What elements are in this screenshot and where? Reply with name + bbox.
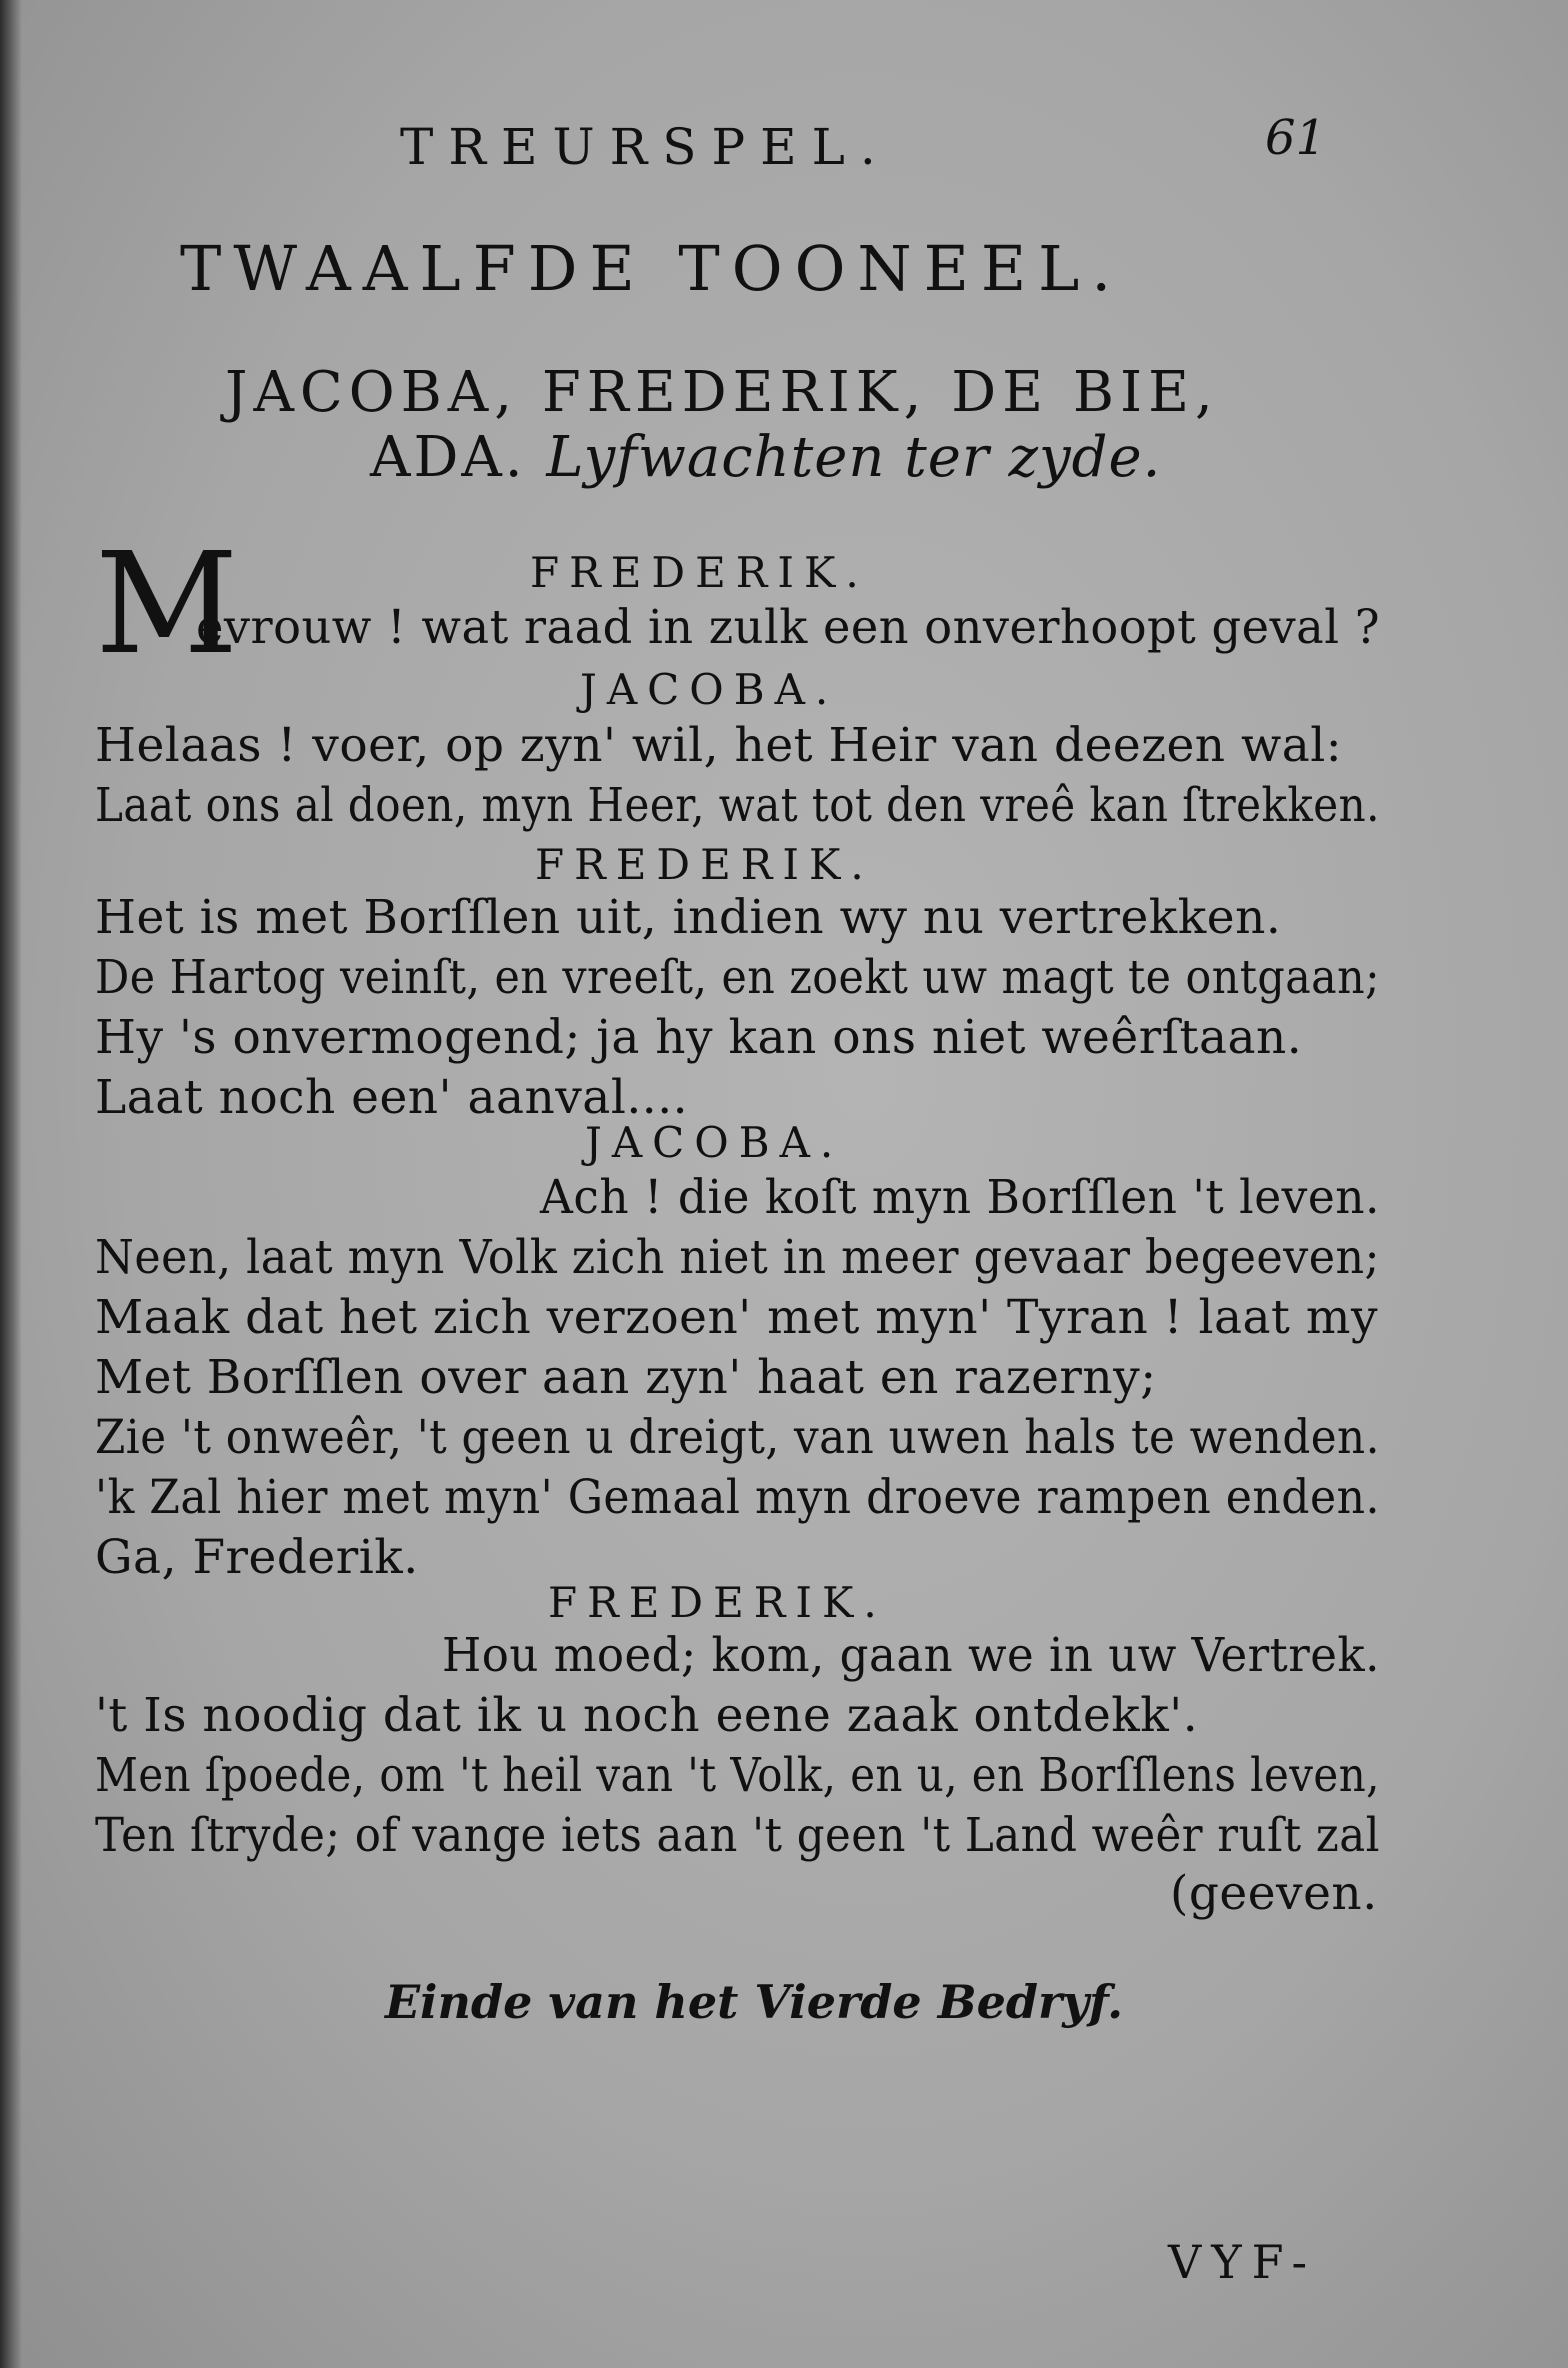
- verse-line: Maak dat het zich verzoen' met myn' Tyran ! laat my: [95, 1290, 1379, 1345]
- drop-capital: M: [95, 523, 239, 686]
- verse-line: 't Is noodig dat ik u noch eene zaak ontdekk'.: [95, 1688, 1199, 1743]
- verse-line: Ten ſtryde; of vange iets aan 't geen 't Land weêr ruſt zal: [95, 1808, 1380, 1863]
- speaker-label: FREDERIK.: [530, 548, 869, 597]
- verse-line: Zie 't onweêr, 't geen u dreigt, van uwen hals te wenden.: [95, 1410, 1380, 1465]
- verse-line: Laat ons al doen, myn Heer, wat tot den vreê kan ſtrekken.: [95, 778, 1380, 833]
- verse-line: 'k Zal hier met myn' Gemaal myn droeve rampen enden.: [95, 1470, 1380, 1525]
- speaker-label: FREDERIK.: [535, 840, 874, 889]
- verse-line: Met Borſſlen over aan zyn' haat en razerny;: [95, 1350, 1157, 1405]
- speaker-label: FREDERIK.: [548, 1578, 887, 1627]
- running-title: TREURSPEL.: [400, 118, 891, 176]
- verse-line: Hou moed; kom, gaan we in uw Vertrek.: [442, 1628, 1380, 1683]
- cast-list-line-2: [370, 425, 1161, 490]
- verse-line: De Hartog veinſt, en vreeſt, en zoekt uw magt te ontgaan;: [95, 950, 1380, 1005]
- cast-list-line-1: JACOBA, FREDERIK, DE BIE,: [225, 360, 1219, 425]
- cast-list-names: ADA.: [370, 425, 526, 490]
- verse-line: evrouw ! wat raad in zulk een onverhoopt geval ?: [196, 600, 1381, 655]
- book-gutter-shadow: [0, 0, 22, 2368]
- verse-line: Helaas ! voer, op zyn' wil, het Heir van deezen wal:: [95, 718, 1343, 773]
- catchword: VYF-: [1168, 2235, 1317, 2289]
- speaker-label: JACOBA.: [585, 1118, 844, 1167]
- verse-line: Neen, laat myn Volk zich niet in meer gevaar begeeven;: [95, 1230, 1380, 1285]
- verse-line: Men ſpoede, om 't heil van 't Volk, en u, en Borſſlens leven,: [95, 1748, 1380, 1803]
- speaker-label: JACOBA.: [580, 665, 839, 714]
- verse-line: Ga, Frederik.: [95, 1530, 419, 1585]
- verse-line: Hy 's onvermogend; ja hy kan ons niet weêrſtaan.: [95, 1010, 1303, 1065]
- verse-line: Het is met Borſſlen uit, indien wy nu vertrekken.: [95, 890, 1282, 945]
- page-number: 61: [1265, 110, 1327, 166]
- verse-line-turnover: (geeven.: [1170, 1866, 1378, 1921]
- verse-line: Laat noch een' aanval....: [95, 1070, 689, 1125]
- cast-list-stage-note: Lyfwachten ter zyde.: [546, 425, 1162, 490]
- verse-line: Ach ! die koſt myn Borſſlen 't leven.: [540, 1170, 1381, 1225]
- end-of-act-line: Einde van het Vierde Bedryf.: [385, 1975, 1124, 2029]
- scene-title: TWAALFDE TOONEEL.: [180, 232, 1124, 305]
